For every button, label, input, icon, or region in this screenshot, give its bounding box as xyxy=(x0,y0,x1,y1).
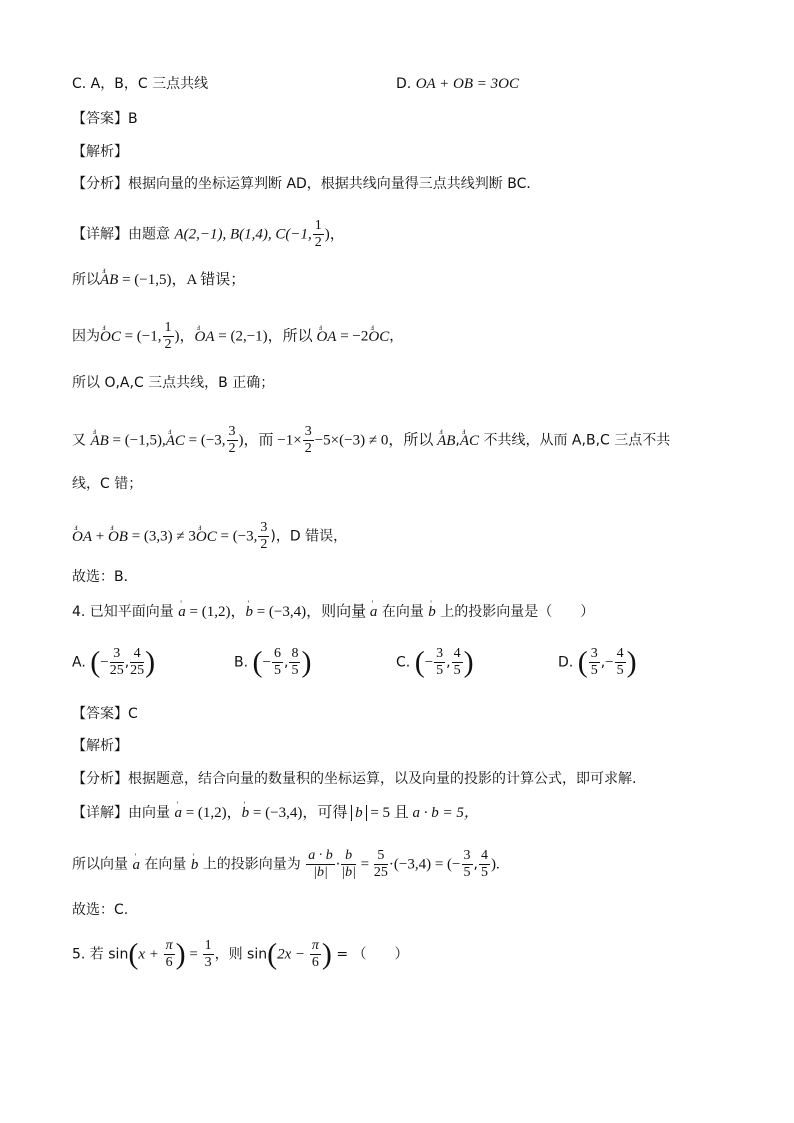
option-label: C. xyxy=(396,654,411,671)
q4-projection: 所以向量 ' a 在向量 ' b 上的投影向量为 $\frac{a \cdot b}{|b|}$ · $\frac{b}{|b|}$ = $\frac{5}{25}$ ·(−3,4) = (− $\frac{3}{5}$ , $\frac{4}{5}$ ). xyxy=(72,848,500,888)
frac-num: 8 xyxy=(291,646,299,661)
vector-ac: ⅎ AC xyxy=(166,431,185,451)
text: 2x − xyxy=(277,946,309,963)
text: −5×(−3) ≠ 0，所以 xyxy=(314,432,438,449)
vector-a: ' a xyxy=(174,803,182,823)
q4-option-d[interactable]: D. ( $\frac{3}{5}$ ,− $\frac{4}{5}$ ) xyxy=(558,645,637,679)
vector-oa: ⅎ OA xyxy=(195,327,215,347)
q3-detail-line xyxy=(72,218,345,251)
q3-line-d xyxy=(72,520,347,553)
frac-num: π xyxy=(311,938,319,953)
text: 4. 已知平面向量 xyxy=(72,604,179,620)
q3-line-c xyxy=(72,424,670,457)
text: , xyxy=(473,856,478,873)
frac-den: 2 xyxy=(314,235,322,250)
fraction xyxy=(163,320,174,353)
fraction xyxy=(462,848,473,881)
fraction xyxy=(434,646,445,679)
paren-open: ( xyxy=(252,645,263,679)
frac-den: 5 xyxy=(436,663,444,678)
frac-den: 5 xyxy=(453,663,461,678)
q3-line-a xyxy=(72,270,245,290)
vector-b: ' b xyxy=(242,803,250,823)
frac-den: 5 xyxy=(590,663,598,678)
points-text: A(2,−1), B(1,4), C(−1, xyxy=(174,226,312,243)
sign: − xyxy=(262,654,271,671)
fraction xyxy=(272,646,283,679)
option-label: A. xyxy=(72,654,86,671)
vector-ab: ⅎ AB xyxy=(100,270,118,290)
text: = (−3, xyxy=(216,528,258,545)
sign: − xyxy=(605,654,614,671)
q3-answer: 【答案】B xyxy=(72,111,138,127)
frac-num: 4 xyxy=(616,646,624,661)
text: = (1,2)， xyxy=(185,604,246,620)
paren-open: ( xyxy=(267,937,278,971)
paren-open: ( xyxy=(414,645,425,679)
text: = −2 xyxy=(336,328,369,345)
q4-options xyxy=(72,646,722,686)
frac-den: 3 xyxy=(204,955,212,970)
frac-num: 4 xyxy=(480,848,488,863)
q4-answer: 【答案】C xyxy=(72,706,138,722)
text: 不共线，从而 A,B,C 三点不共 xyxy=(479,432,671,449)
text: 【详解】由向量 xyxy=(72,805,175,821)
frac-den: 5 xyxy=(480,865,488,880)
fraction xyxy=(203,938,214,971)
frac-num: 3 xyxy=(590,646,598,661)
text: = (1,2)， xyxy=(181,805,242,821)
fraction xyxy=(164,938,175,971)
q4-stem xyxy=(72,602,594,622)
fraction xyxy=(452,646,463,679)
q4-fenxi: 【分析】根据题意，结合向量的数量积的坐标运算，以及向量的投影的计算公式，即可求解. xyxy=(72,771,637,787)
line-post: = (−1,5)，A 错误； xyxy=(118,272,246,288)
q5-stem xyxy=(72,938,409,978)
frac-num: 1 xyxy=(314,218,322,233)
vector-oc: ⅎ OC xyxy=(196,527,217,547)
frac-num: 3 xyxy=(304,424,312,439)
text: = (3,3) ≠ 3 xyxy=(127,528,196,545)
q3-analysis-heading: 【解析】 xyxy=(72,144,128,160)
vector-b: ' b xyxy=(245,602,253,622)
text: ). xyxy=(490,856,500,873)
fraction xyxy=(313,218,324,251)
frac-num: 3 xyxy=(436,646,444,661)
text: = (−1,5), xyxy=(108,432,166,449)
vector-oc: ⅎ OC xyxy=(368,327,389,347)
frac-num: 5 xyxy=(374,848,388,865)
q3-option-d-expr: OA + OB = 3OC xyxy=(415,76,519,92)
paren-close: ) xyxy=(463,645,474,679)
text: x + xyxy=(138,946,163,963)
frac-num: 4 xyxy=(130,646,144,663)
vector-ac: ⅎ AC xyxy=(460,431,479,451)
frac-den: |b| xyxy=(341,865,356,880)
q4-option-a[interactable]: A. (− $\frac{3}{25}$ , $\frac{4}{25}$ ) xyxy=(72,645,156,679)
frac-den: 25 xyxy=(109,663,124,678)
text: = (−3, xyxy=(184,432,226,449)
q4-detail xyxy=(72,803,479,823)
q3-line-b2: 所以 O,A,C 三点共线，B 正确； xyxy=(72,375,275,391)
detail-prefix: 【详解】由题意 xyxy=(72,226,170,243)
detail-suffix: )， xyxy=(324,226,345,243)
text: = (2,−1)，所以 xyxy=(214,328,317,345)
line-prefix: 又 xyxy=(72,432,91,449)
q4-choose: 故选：C. xyxy=(72,902,129,918)
q3-option-c: C. A，B，C 三点共线 xyxy=(72,76,209,92)
text: 上的投影向量是（ ） xyxy=(435,604,595,620)
frac-den: 2 xyxy=(228,441,236,456)
fraction xyxy=(615,646,626,679)
paren-close: ) xyxy=(175,937,186,971)
vector-ab: ⅎ AB xyxy=(437,431,455,451)
vector-a: ' a xyxy=(178,602,186,622)
paren-open: ( xyxy=(90,645,101,679)
frac-den: |b| xyxy=(313,865,328,880)
line-prefix: 因为 xyxy=(72,328,100,345)
text: ·(−3,4) = (− xyxy=(388,856,461,873)
paren-open: ( xyxy=(577,645,588,679)
text: 在向量 xyxy=(377,604,429,620)
frac-den: 5 xyxy=(291,663,299,678)
vector-b: ' b xyxy=(428,602,436,622)
q3-choose: 故选：B． xyxy=(72,569,138,585)
q4-analysis-heading: 【解析】 xyxy=(72,738,128,754)
paren-close: ) xyxy=(626,645,637,679)
fraction xyxy=(289,646,300,679)
dot-product: a · b = 5， xyxy=(412,805,479,821)
vector-oc: ⅎ OC xyxy=(100,327,121,347)
text: )，D 错误， xyxy=(270,528,348,545)
q3-option-d-label: D. xyxy=(396,76,412,92)
vector-ab: ⅎ AB xyxy=(90,431,108,451)
vector-oa: ⅎ OA xyxy=(72,527,92,547)
fraction xyxy=(258,520,269,553)
sign: − xyxy=(100,654,109,671)
frac-den: 2 xyxy=(260,537,268,552)
text: 上的投影向量为 xyxy=(198,856,306,873)
text: 在向量 xyxy=(139,856,191,873)
fraction xyxy=(341,848,356,881)
frac-num: b xyxy=(341,848,356,865)
vector-a: ' a xyxy=(132,855,140,875)
text: ， xyxy=(389,328,404,345)
fraction xyxy=(479,848,490,881)
text: = (−3,4)，可得 xyxy=(249,805,352,821)
fraction xyxy=(306,848,335,881)
fraction xyxy=(310,938,321,971)
frac-den: 25 xyxy=(373,865,388,880)
frac-num: 6 xyxy=(273,646,281,661)
vector-a: ' a xyxy=(370,602,378,622)
frac-num: 3 xyxy=(228,424,236,439)
text: = (−1, xyxy=(120,328,162,345)
frac-num: 3 xyxy=(463,848,471,863)
frac-num: 1 xyxy=(204,938,212,953)
fraction xyxy=(130,646,144,679)
paren-close: ) xyxy=(301,645,312,679)
frac-den: 2 xyxy=(164,337,172,352)
fraction xyxy=(110,646,124,679)
paren-open: ( xyxy=(128,937,139,971)
frac-den: 5 xyxy=(463,865,471,880)
q3-line-b1 xyxy=(72,320,403,353)
q3-fenxi: 【分析】根据向量的坐标运算判断 AD，根据共线向量得三点共线判断 BC． xyxy=(72,176,541,192)
sign: − xyxy=(424,654,434,671)
fraction xyxy=(589,646,600,679)
option-label: D. xyxy=(558,654,574,671)
abs-b: b xyxy=(351,805,367,821)
text: 所以向量 xyxy=(72,856,133,873)
text: )，而 −1× xyxy=(238,432,302,449)
text: = (−3,4)，则向量 xyxy=(252,604,370,620)
text: ，则 sin xyxy=(214,946,268,963)
frac-num: 3 xyxy=(260,520,268,535)
fraction xyxy=(303,424,314,457)
q4-option-c[interactable]: C. (− $\frac{3}{5}$ , $\frac{4}{5}$ ) xyxy=(396,645,474,679)
text: + xyxy=(92,528,108,545)
frac-den: 25 xyxy=(130,663,145,678)
vector-b: ' b xyxy=(191,855,199,875)
text: )， xyxy=(174,328,195,345)
paren-close: ) xyxy=(145,645,156,679)
frac-num: 4 xyxy=(453,646,461,661)
q3-line-c-wrap: 线，C 错； xyxy=(72,476,143,492)
q3-option-d xyxy=(396,74,519,94)
line-prefix: 所以 xyxy=(72,272,100,288)
text: = xyxy=(185,946,202,963)
paren-close: ) xyxy=(321,937,332,971)
frac-den: 5 xyxy=(273,663,281,678)
text: = （ ） xyxy=(331,946,409,963)
frac-num: 3 xyxy=(110,646,124,663)
fraction xyxy=(227,424,238,457)
text: = 5 且 xyxy=(366,805,413,821)
frac-den: 2 xyxy=(304,441,312,456)
frac-num: a · b xyxy=(308,848,333,863)
frac-den: 5 xyxy=(616,663,624,678)
frac-num: π xyxy=(165,938,173,953)
text: , xyxy=(455,432,460,449)
frac-den: 6 xyxy=(165,955,173,970)
vector-oa: ⅎ OA xyxy=(316,327,336,347)
frac-num: 1 xyxy=(164,320,172,335)
text: = xyxy=(356,856,373,873)
vector-ob: ⅎ OB xyxy=(108,527,128,547)
text: 5. 若 sin xyxy=(72,946,129,963)
q4-option-b[interactable]: B. (− $\frac{6}{5}$ , $\frac{8}{5}$ ) xyxy=(234,645,312,679)
fraction xyxy=(374,848,388,881)
option-label: B. xyxy=(234,654,249,671)
frac-den: 6 xyxy=(311,955,319,970)
